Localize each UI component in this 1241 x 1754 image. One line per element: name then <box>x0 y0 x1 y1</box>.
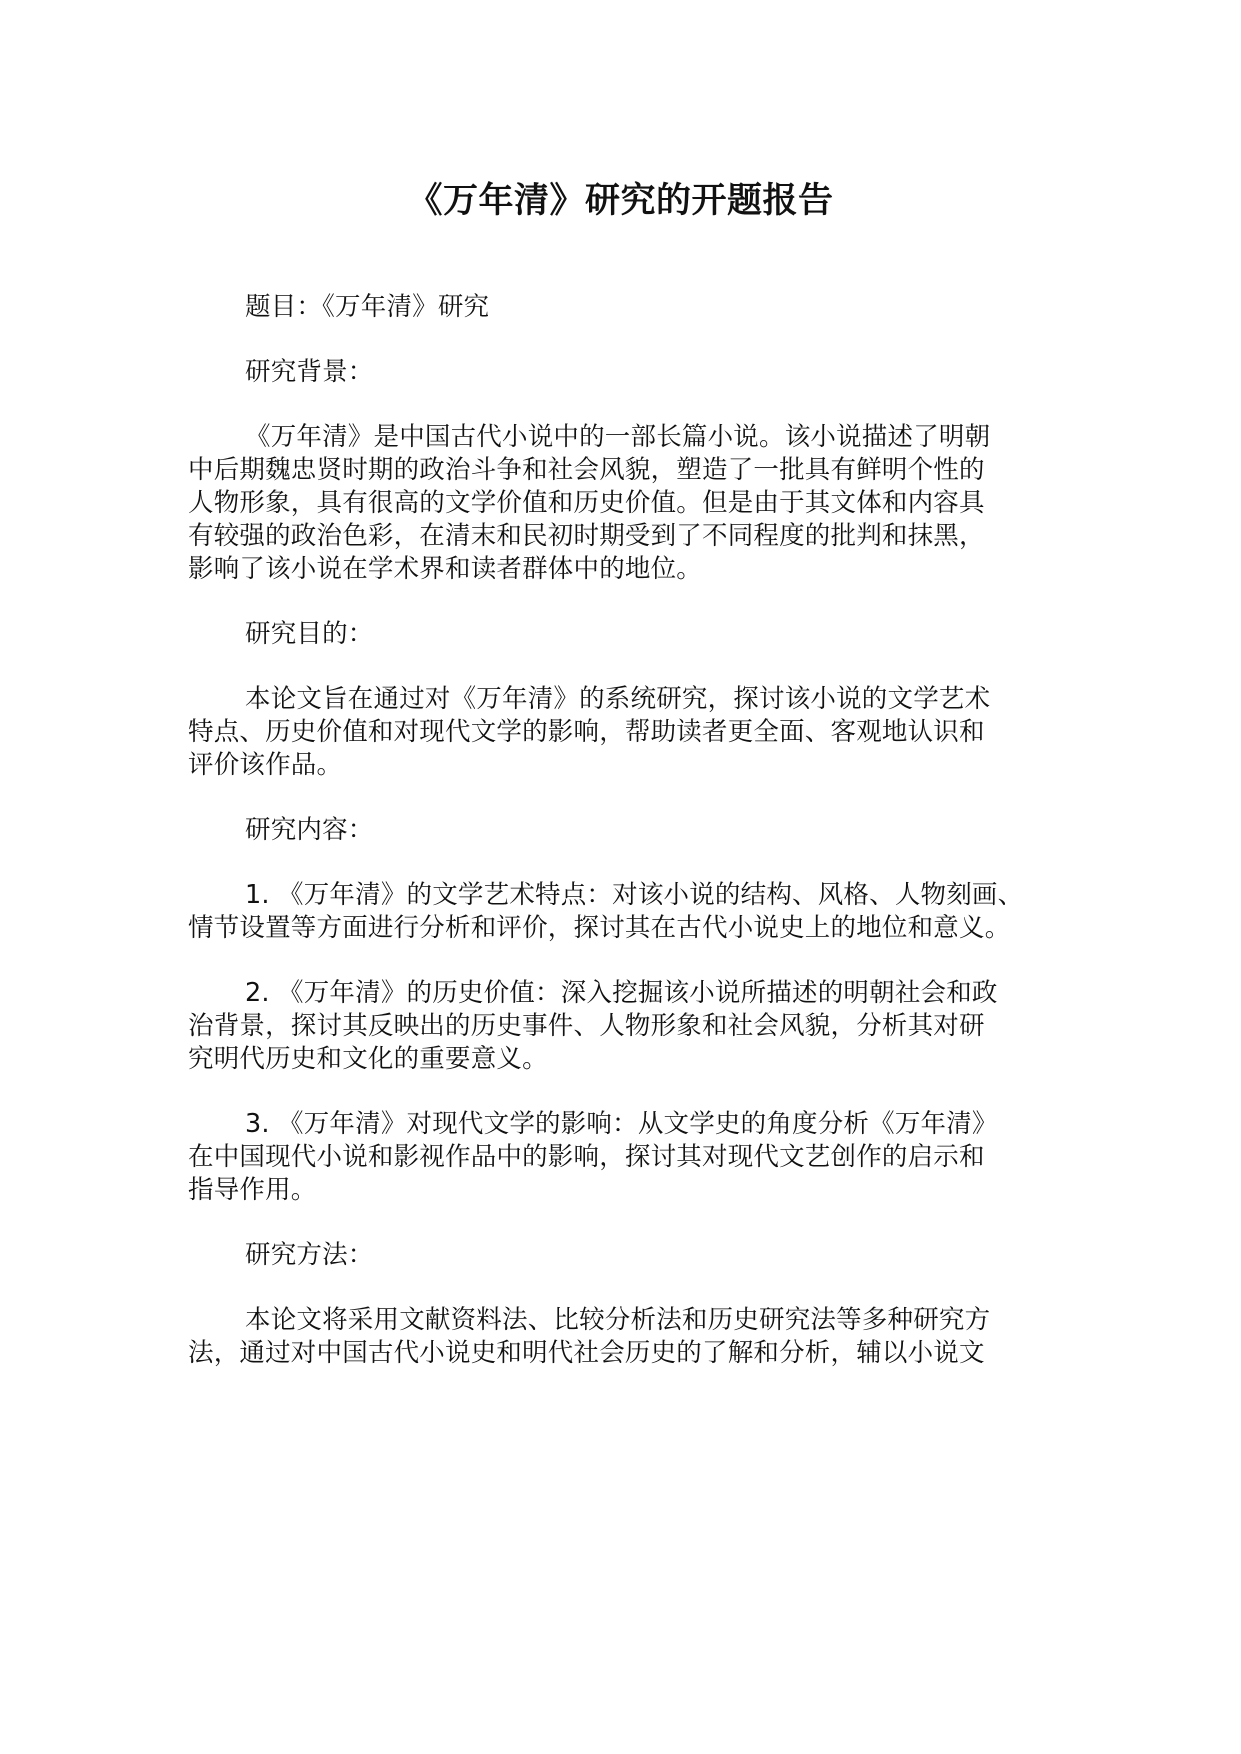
text-line: 有较强的政治色彩，在清末和民初时期受到了不同程度的批判和抹黑， <box>188 521 985 551</box>
text-line: 本论文旨在通过对《万年清》的系统研究，探讨该小说的文学艺术 <box>245 684 991 714</box>
paragraph-purpose <box>188 683 1188 782</box>
content-item-3 <box>188 1108 1188 1207</box>
text-line: 究明代历史和文化的重要意义。 <box>188 1044 548 1074</box>
content-item-2 <box>188 977 1188 1076</box>
text-line: 1. 《万年清》的文学艺术特点：对该小说的结构、风格、人物刻画、 <box>245 880 1024 910</box>
heading-background <box>188 356 1188 389</box>
paragraph-topic <box>188 291 1188 324</box>
text-line: 影响了该小说在学术界和读者群体中的地位。 <box>188 554 703 584</box>
section-heading: 研究内容： <box>245 815 374 845</box>
text-line: 3. 《万年清》对现代文学的影响：从文学史的角度分析《万年清》 <box>245 1109 998 1139</box>
text-line: 特点、历史价值和对现代文学的影响，帮助读者更全面、客观地认识和 <box>188 717 985 747</box>
text-line: 人物形象，具有很高的文学价值和历史价值。但是由于其文体和内容具 <box>188 488 985 518</box>
text-line: 在中国现代小说和影视作品中的影响，探讨其对现代文艺创作的启示和 <box>188 1142 985 1172</box>
section-heading: 研究方法： <box>245 1240 374 1270</box>
content-item-1 <box>188 879 1188 945</box>
document-title: 《万年清》研究的开题报告 <box>407 181 834 221</box>
text-line: 法，通过对中国古代小说史和明代社会历史的了解和分析，辅以小说文 <box>188 1338 985 1368</box>
paragraph-background <box>188 421 1188 586</box>
text-line: 《万年清》是中国古代小说中的一部长篇小说。该小说描述了明朝 <box>245 422 991 452</box>
paragraph-method <box>188 1304 1188 1370</box>
text-line: 本论文将采用文献资料法、比较分析法和历史研究法等多种研究方 <box>245 1305 991 1335</box>
heading-content <box>188 814 1188 847</box>
text-line: 题目：《万年清》研究 <box>245 292 490 322</box>
text-line: 2. 《万年清》的历史价值：深入挖掘该小说所描述的明朝社会和政 <box>245 978 998 1008</box>
section-heading: 研究目的： <box>245 619 374 649</box>
text-line: 情节设置等方面进行分析和评价，探讨其在古代小说史上的地位和意义。 <box>188 913 1011 943</box>
heading-purpose <box>188 618 1188 651</box>
text-line: 中后期魏忠贤时期的政治斗争和社会风貌，塑造了一批具有鲜明个性的 <box>188 455 985 485</box>
text-line: 指导作用。 <box>188 1175 317 1205</box>
text-line: 治背景，探讨其反映出的历史事件、人物形象和社会风貌，分析其对研 <box>188 1011 985 1041</box>
text-line: 评价该作品。 <box>188 750 343 780</box>
section-heading: 研究背景： <box>245 357 374 387</box>
heading-method <box>188 1239 1188 1272</box>
document-body <box>188 291 1188 1402</box>
